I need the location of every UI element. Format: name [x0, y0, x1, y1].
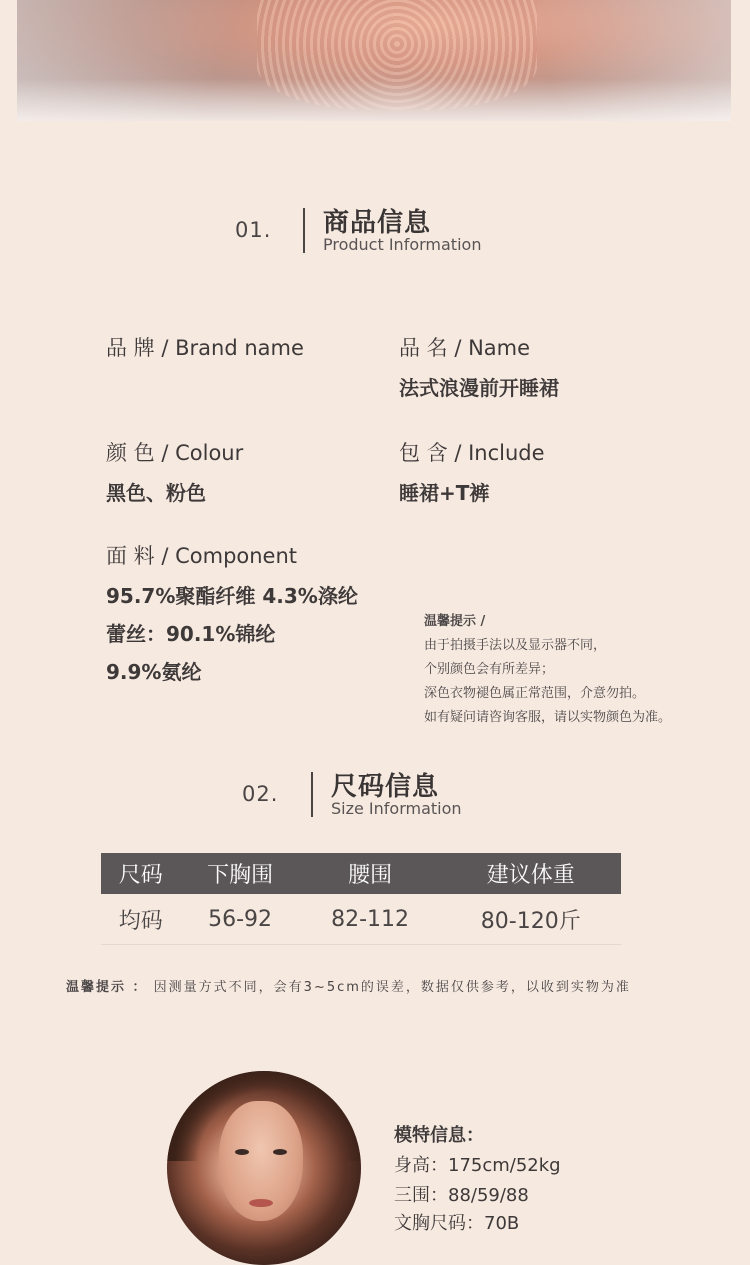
cell-weight: 80-120斤 [440, 894, 621, 945]
section-divider [311, 772, 313, 817]
include-value: 睡裙+T裤 [399, 481, 490, 505]
cell-waist: 82-112 [300, 894, 441, 945]
avatar-eye [235, 1149, 249, 1155]
product-photo [17, 0, 731, 121]
col-size: 尺码 [101, 853, 180, 894]
size-note-text: 因测量方式不同，会有3~5cm的误差，数据仅供参考，以收到实物为准 [153, 980, 631, 995]
col-underbust: 下胸围 [180, 853, 299, 894]
avatar-eye [273, 1149, 287, 1155]
section-title-cn: 尺码信息 [331, 772, 440, 802]
section-number: 01. [235, 218, 272, 242]
section-divider [303, 208, 305, 253]
tips-line: 如有疑问请咨询客服，请以实物颜色为准。 [424, 710, 672, 725]
size-note [66, 976, 631, 995]
photo-veil [17, 0, 731, 121]
model-info-title: 模特信息： [394, 1125, 484, 1146]
model-avatar [167, 1071, 361, 1265]
include-label: 包 含 / Include [399, 441, 545, 465]
cell-underbust: 56-92 [180, 894, 299, 945]
tips-line: 深色衣物褪色属正常范围，介意勿拍。 [424, 686, 646, 701]
size-table [101, 853, 621, 945]
color-tips [424, 610, 671, 730]
model-height: 身高：175cm/52kg [394, 1155, 561, 1176]
cell-size: 均码 [101, 894, 180, 945]
col-weight: 建议体重 [440, 853, 621, 894]
name-label: 品 名 / Name [399, 336, 531, 360]
brand-label: 品 牌 / Brand name [106, 336, 304, 360]
tips-line: 由于拍摄手法以及显示器不同， [424, 638, 607, 653]
model-measurements: 三围：88/59/88 [394, 1185, 529, 1206]
name-value: 法式浪漫前开睡裙 [399, 376, 559, 400]
component-line: 9.9%氨纶 [106, 660, 202, 684]
section-number: 02. [242, 782, 279, 806]
section-title-en: Size Information [331, 799, 462, 818]
table-row [101, 894, 621, 945]
section-title-cn: 商品信息 [323, 208, 432, 238]
col-waist: 腰围 [300, 853, 441, 894]
colour-value: 黑色、粉色 [106, 481, 206, 505]
model-bra-size: 文胸尺码：70B [394, 1213, 520, 1234]
component-line: 95.7%聚酯纤维 4.3%涤纶 [106, 584, 358, 608]
component-line: 蕾丝：90.1%锦纶 [106, 622, 276, 646]
size-note-label: 温馨提示 ： [66, 980, 148, 995]
avatar-lips [249, 1199, 273, 1207]
tips-line: 个别颜色会有所差异； [424, 662, 555, 677]
component-label: 面 料 / Component [106, 544, 298, 568]
size-table-header [101, 853, 621, 894]
section-title-en: Product Information [323, 235, 482, 254]
tips-title: 温馨提示 / [424, 614, 486, 629]
colour-label: 颜 色 / Colour [106, 441, 244, 465]
